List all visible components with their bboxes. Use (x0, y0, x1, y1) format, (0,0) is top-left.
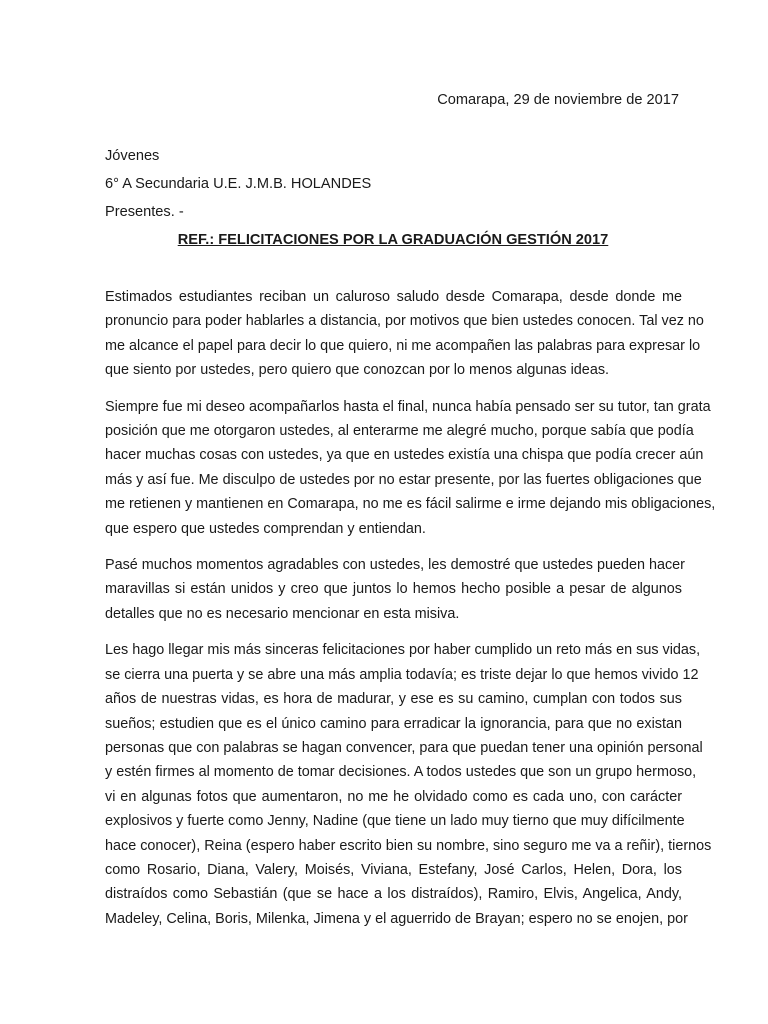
paragraph-line: maravillas si están unidos y creo que juntos lo hemos hecho posible a pesar de algunos (105, 581, 682, 598)
paragraph-line: Siempre fue mi deseo acompañarlos hasta el final, nunca había pensado ser su tutor, tan grata (105, 398, 711, 415)
paragraph-line: personas que con palabras se hagan convencer, para que puedan tener una opinión personal (105, 739, 703, 756)
paragraph-line: hace conocer), Reina (espero haber escrito bien su nombre, sino seguro me va a reñir), tiernos (105, 837, 712, 854)
paragraph-line: me alcance el papel para decir lo que quiero, ni me acompañen las palabras para expresar lo (105, 337, 701, 354)
paragraph-line: posición que me otorgaron ustedes, al enterarme me alegré mucho, porque sabía que podía (105, 423, 694, 440)
paragraph-line: más y así fue. Me disculpo de ustedes por no estar presente, por las fuertes obligaciones que (105, 471, 702, 488)
paragraph-line: Les hago llegar mis más sinceras felicitaciones por haber cumplido un reto más en sus vidas, (105, 642, 701, 659)
paragraph-line: Pasé muchos momentos agradables con ustedes, les demostré que ustedes pueden hacer (105, 557, 685, 574)
paragraph-line: que siento por ustedes, pero quiero que conozcan por lo menos algunas ideas. (105, 362, 610, 379)
paragraph-line: Madeley, Celina, Boris, Milenka, Jimena y el aguerrido de Brayan; espero no se enojen, por (105, 910, 688, 927)
paragraph (105, 638, 712, 931)
recipient-line: 6° A Secundaria U.E. J.M.B. HOLANDES (105, 176, 372, 192)
paragraph (105, 395, 716, 541)
paragraph-line: que espero que ustedes comprendan y entiendan. (105, 520, 426, 537)
paragraph-line: se cierra una puerta y se abre una más amplia todavía; es triste dejar lo que hemos vivido 12 (105, 666, 699, 683)
paragraph (105, 553, 685, 626)
paragraph-line: me retienen y mantienen en Comarapa, no me es fácil salirme e irme dejando mis obligaciones, (105, 496, 716, 513)
recipient-line: Presentes. - (105, 204, 184, 220)
letter-body (105, 285, 716, 943)
paragraph-line: y estén firmes al momento de tomar decisiones. A todos ustedes que son un grupo hermoso, (105, 764, 697, 781)
reference-heading: REF.: FELICITACIONES POR LA GRADUACIÓN GESTIÓN 2017 (177, 232, 609, 248)
paragraph-line: distraídos como Sebastián (que se hace a los distraídos), Ramiro, Elvis, Angelica, Andy, (105, 886, 682, 903)
paragraph-line: años de nuestras vidas, es hora de madurar, y ese es su camino, cumplan con todos sus (105, 691, 682, 708)
paragraph-line: explosivos y fuerte como Jenny, Nadine (que tiene un lado muy tierno que muy difícilmente (105, 813, 685, 830)
paragraph-line: detalles que no es necesario mencionar en esta misiva. (105, 605, 460, 622)
paragraph-line: hacer muchas cosas con ustedes, ya que en ustedes existía una chispa que podía crecer aún (105, 447, 704, 464)
paragraph-line: Estimados estudiantes reciban un caluroso saludo desde Comarapa, desde donde me (105, 289, 682, 305)
recipient-line: Jóvenes (105, 148, 160, 164)
paragraph-line: sueños; estudien que es el único camino para erradicar la ignorancia, para que no existan (105, 715, 682, 732)
paragraph-line: pronuncio para poder hablarles a distancia, por motivos que bien ustedes conocen. Tal vez no (105, 313, 704, 330)
paragraph-line: como Rosario, Diana, Valery, Moisés, Viviana, Estefany, José Carlos, Helen, Dora, los (105, 861, 682, 878)
paragraph (105, 285, 704, 383)
letter-date: Comarapa, 29 de noviembre de 2017 (437, 92, 679, 108)
paragraph-line: vi en algunas fotos que aumentaron, no me he olvidado como es cada uno, con carácter (105, 788, 682, 805)
